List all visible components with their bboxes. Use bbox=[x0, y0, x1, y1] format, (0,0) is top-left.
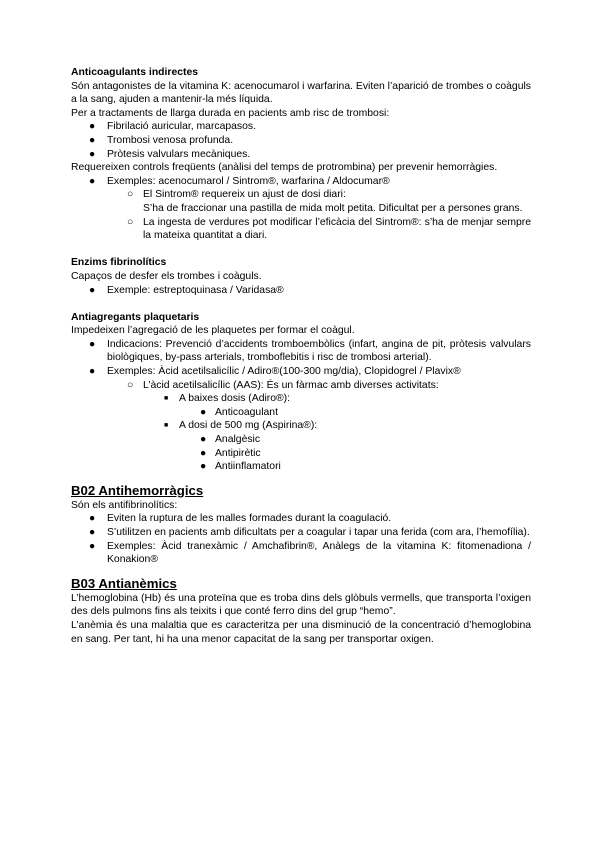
heading-b03: B03 Antianèmics bbox=[71, 575, 177, 591]
bullet-icon: ● bbox=[89, 148, 96, 160]
heading-enzims: Enzims fibrinolítics bbox=[71, 257, 167, 269]
heading-b02: B02 Antihemorràgics bbox=[71, 482, 204, 498]
list-item: ● Pròtesis valvulars mecàniques. bbox=[89, 148, 251, 160]
bullet-icon: ● bbox=[200, 406, 207, 418]
square-bullet-icon: ■ bbox=[164, 395, 169, 403]
list-item: ■ A baixes dosis (Adiro®): bbox=[164, 393, 291, 405]
list-item: ■ A dosi de 500 mg (Aspirina®): bbox=[164, 420, 318, 432]
list-item: ● Exemple: estreptoquinasa / Varidasa® bbox=[89, 284, 284, 296]
list-item: ● Eviten la ruptura de les malles formades durant la coagulació. bbox=[89, 513, 392, 525]
paragraph: Requereixen controls freqüents (anàlisi del temps de protrombina) per prevenir hemorràgies. bbox=[71, 162, 498, 174]
bullet-list bbox=[71, 512, 531, 566]
bullet-icon: ● bbox=[89, 366, 96, 378]
bullet-list bbox=[71, 120, 531, 161]
circle-bullet-icon: ○ bbox=[127, 379, 134, 391]
list-item: ○ La ingesta de verdures pot modificar l’eficàcia del Sintrom®: s’ha de menjar sempre la mateixa quantitat a diari. bbox=[127, 216, 531, 242]
square-bullet-icon: ■ bbox=[164, 422, 169, 430]
bullet-icon: ● bbox=[89, 540, 96, 552]
bullet-icon: ● bbox=[200, 434, 207, 446]
paragraph: Per a tractaments de llarga durada en pacients amb risc de trombosi: bbox=[71, 107, 390, 119]
paragraph: Són els antifibrinolítics: bbox=[71, 499, 178, 511]
bullet-list bbox=[71, 175, 531, 243]
list-item: ● Fibrilació auricular, marcapasos. bbox=[89, 121, 256, 133]
list-item: ● Antipirètic bbox=[200, 447, 261, 459]
list-item: ○ El Sintrom® requereix un ajust de dosi diari: S’ha de fraccionar una pastilla de mida molt petita. Dificultat per a persones grans. bbox=[127, 189, 523, 214]
paragraph: Capaços de desfer els trombes i coàguls. bbox=[71, 270, 262, 282]
paragraph: Són antagonistes de la vitamina K: acenocumarol i warfarina. Eviten l’aparició de trombes o coàguls a la sang, ajuden a mantenir-la més líquida. bbox=[71, 80, 531, 106]
heading-anticoagulants: Anticoagulants indirectes bbox=[71, 67, 199, 78]
list-item: ● Analgèsic bbox=[200, 434, 261, 446]
list-item: ● Anticoagulant bbox=[200, 406, 278, 418]
list-item: ● Exemples: Àcid acetilsalicílic / Adiro®(100-300 mg/dia), Clopidogrel / Plavix® bbox=[89, 366, 461, 378]
circle-bullet-icon: ○ bbox=[127, 189, 134, 201]
bullet-icon: ● bbox=[89, 175, 96, 187]
list-item: ○ L’àcid acetilsalicílic (AAS): És un fàrmac amb diverses activitats: bbox=[127, 379, 439, 391]
list-item: ● Antiinflamatori bbox=[200, 461, 281, 473]
list-item: ● Trombosi venosa profunda. bbox=[89, 134, 234, 146]
bullet-icon: ● bbox=[89, 134, 96, 146]
bullet-icon: ● bbox=[89, 527, 96, 538]
paragraph: L’anèmia és una malaltia que es caracteritza per una disminució de la concentració d’hemoglobina en sang. Per tant, hi ha una menor capacitat de la sang per transportar oxigen. bbox=[71, 619, 531, 645]
list-item: ● Exemples: Àcid tranexàmic / Amchafibrin®, Anàlegs de la vitamina K: fitomenadiona / Konakion® bbox=[89, 540, 531, 566]
list-item: ● S’utilitzen en pacients amb dificultats per a coagular i tapar una ferida (com ara, l’hemofília). bbox=[89, 527, 530, 538]
bullet-icon: ● bbox=[89, 513, 96, 525]
heading-antiagregants: Antiagregants plaquetaris bbox=[71, 311, 200, 323]
bullet-icon: ● bbox=[200, 447, 207, 459]
document-page bbox=[71, 66, 531, 646]
bullet-list bbox=[71, 284, 531, 298]
list-item: ● Indicacions: Prevenció d’accidents tromboembòlics (infart, angina de pit, pròtesis valvulars biològiques, by-pass arterials, tromboflebitis i risc de trombosi arterial). bbox=[89, 338, 531, 364]
list-item: ● Exemples: acenocumarol / Sintrom®, warfarina / Aldocumar® bbox=[89, 175, 390, 187]
bullet-icon: ● bbox=[89, 284, 96, 296]
circle-bullet-icon: ○ bbox=[127, 216, 134, 228]
bullet-list bbox=[71, 338, 531, 474]
paragraph: Impedeixen l’agregació de les plaquetes per formar el coàgul. bbox=[71, 325, 355, 337]
bullet-icon: ● bbox=[89, 338, 96, 350]
bullet-icon: ● bbox=[200, 461, 207, 473]
bullet-icon: ● bbox=[89, 121, 96, 133]
paragraph: L’hemoglobina (Hb) és una proteïna que es troba dins dels glòbuls vermells, que transporta l’oxigen des dels pulmons fins als teixits i que conté ferro dins del grup “hemo”. bbox=[71, 592, 531, 618]
